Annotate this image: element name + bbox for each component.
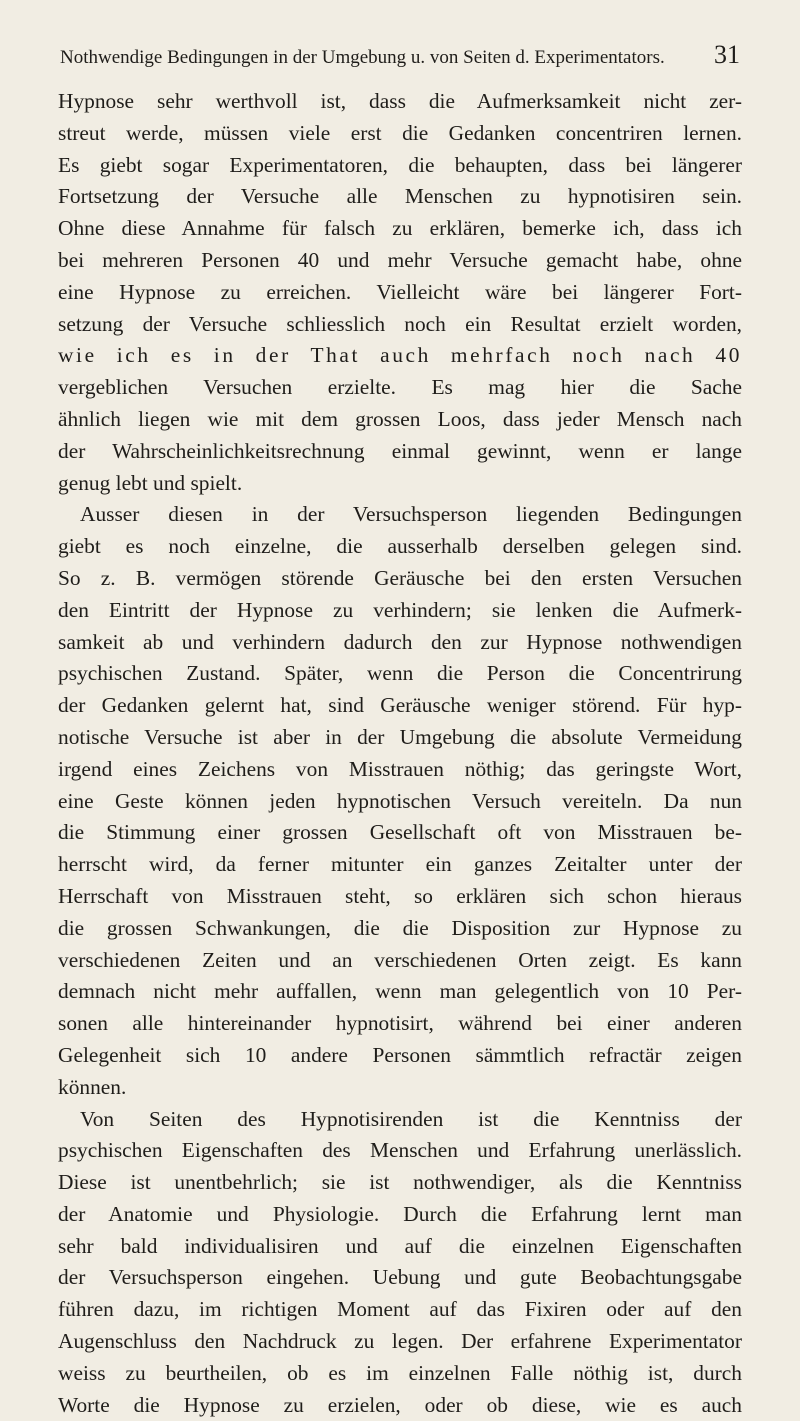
text-line: streut werde, müssen viele erst die Gedanken concentriren lernen. bbox=[58, 120, 742, 145]
text-line: irgend eines Zeichens von Misstrauen nöthig; das geringste Wort, bbox=[58, 756, 742, 781]
text-line: Gelegenheit sich 10 andere Personen sämmtlich refractär zeigen bbox=[58, 1042, 742, 1067]
text-line: die grossen Schwankungen, die die Disposition zur Hypnose zu bbox=[58, 915, 742, 940]
text-line: genug lebt und spielt. bbox=[58, 470, 243, 495]
text-line: psychischen Eigenschaften des Menschen und Erfahrung unerlässlich. bbox=[58, 1138, 742, 1163]
text-line: ähnlich liegen wie mit dem grossen Loos, dass jeder Mensch nach bbox=[58, 406, 742, 431]
text-line: Diese ist unentbehrlich; sie ist nothwendiger, als die Kenntniss bbox=[58, 1170, 742, 1195]
text-line: der Wahrscheinlichkeitsrechnung einmal gewinnt, wenn er lange bbox=[58, 438, 742, 463]
text-line: samkeit ab und verhindern dadurch den zur Hypnose nothwendigen bbox=[58, 629, 742, 654]
text-line: Augenschluss den Nachdruck zu legen. Der erfahrene Experimentator bbox=[58, 1329, 742, 1354]
text-line: sehr bald individualisiren und auf die einzelnen Eigenschaften bbox=[58, 1233, 742, 1258]
body-text bbox=[58, 86, 742, 1421]
text-line: demnach nicht mehr auffallen, wenn man gelegentlich von 10 Per- bbox=[58, 979, 742, 1004]
text-line: den Eintritt der Hypnose zu verhindern; sie lenken die Aufmerk- bbox=[58, 597, 742, 622]
text-line: psychischen Zustand. Später, wenn die Person die Concentrirung bbox=[58, 661, 742, 686]
text-line: der Gedanken gelernt hat, sind Geräusche weniger störend. Für hyp- bbox=[58, 693, 742, 718]
text-line: bei mehreren Personen 40 und mehr Versuche gemacht habe, ohne bbox=[58, 247, 742, 272]
text-line: eine Hypnose zu erreichen. Vielleicht wäre bei längerer Fort- bbox=[58, 279, 742, 304]
running-header bbox=[60, 40, 740, 70]
text-line: sonen alle hintereinander hypnotisirt, während bei einer anderen bbox=[58, 1011, 742, 1036]
text-line: verschiedenen Zeiten und an verschiedenen Orten zeigt. Es kann bbox=[58, 947, 742, 972]
text-line: Es giebt sogar Experimentatoren, die behaupten, dass bei längerer bbox=[58, 152, 742, 177]
text-line: Worte die Hypnose zu erzielen, oder ob diese, wie es auch bbox=[58, 1392, 742, 1417]
page-number: 31 bbox=[714, 40, 740, 69]
text-line: Von Seiten des Hypnotisirenden ist die Kenntniss der bbox=[80, 1106, 742, 1131]
text-line: eine Geste können jeden hypnotischen Versuch vereiteln. Da nun bbox=[58, 788, 742, 813]
text-line: Ohne diese Annahme für falsch zu erklären, bemerke ich, dass ich bbox=[58, 216, 742, 241]
text-line: der Versuchsperson eingehen. Uebung und gute Beobachtungsgabe bbox=[58, 1265, 742, 1290]
text-line: Ausser diesen in der Versuchsperson liegenden Bedingungen bbox=[80, 502, 742, 527]
running-title: Nothwendige Bedingungen in der Umgebung u. von Seiten d. Experimentators. bbox=[60, 47, 665, 68]
text-line: führen dazu, im richtigen Moment auf das Fixiren oder auf den bbox=[58, 1297, 742, 1322]
text-line: Fortsetzung der Versuche alle Menschen zu hypnotisiren sein. bbox=[58, 184, 742, 209]
text-line: vergeblichen Versuchen erzielte. Es mag hier die Sache bbox=[58, 375, 742, 400]
text-line: giebt es noch einzelne, die ausserhalb derselben gelegen sind. bbox=[58, 534, 742, 559]
text-line: So z. B. vermögen störende Geräusche bei den ersten Versuchen bbox=[58, 565, 742, 590]
text-line: die Stimmung einer grossen Gesellschaft oft von Misstrauen be- bbox=[58, 820, 742, 845]
text-line: wie ich es in der That auch mehrfach noch nach 40 bbox=[58, 343, 742, 368]
text-line: können. bbox=[58, 1074, 127, 1099]
text-line: setzung der Versuche schliesslich noch ein Resultat erzielt worden, bbox=[58, 311, 742, 336]
text-line: weiss zu beurtheilen, ob es im einzelnen Falle nöthig ist, durch bbox=[58, 1360, 742, 1385]
text-line: herrscht wird, da ferner mitunter ein ganzes Zeitalter unter der bbox=[58, 852, 742, 877]
text-line: Herrschaft von Misstrauen steht, so erklären sich schon hieraus bbox=[58, 883, 742, 908]
text-line: notische Versuche ist aber in der Umgebung die absolute Vermeidung bbox=[58, 724, 742, 749]
text-line: Hypnose sehr werthvoll ist, dass die Aufmerksamkeit nicht zer- bbox=[58, 89, 742, 113]
text-line: der Anatomie und Physiologie. Durch die Erfahrung lernt man bbox=[58, 1201, 742, 1226]
